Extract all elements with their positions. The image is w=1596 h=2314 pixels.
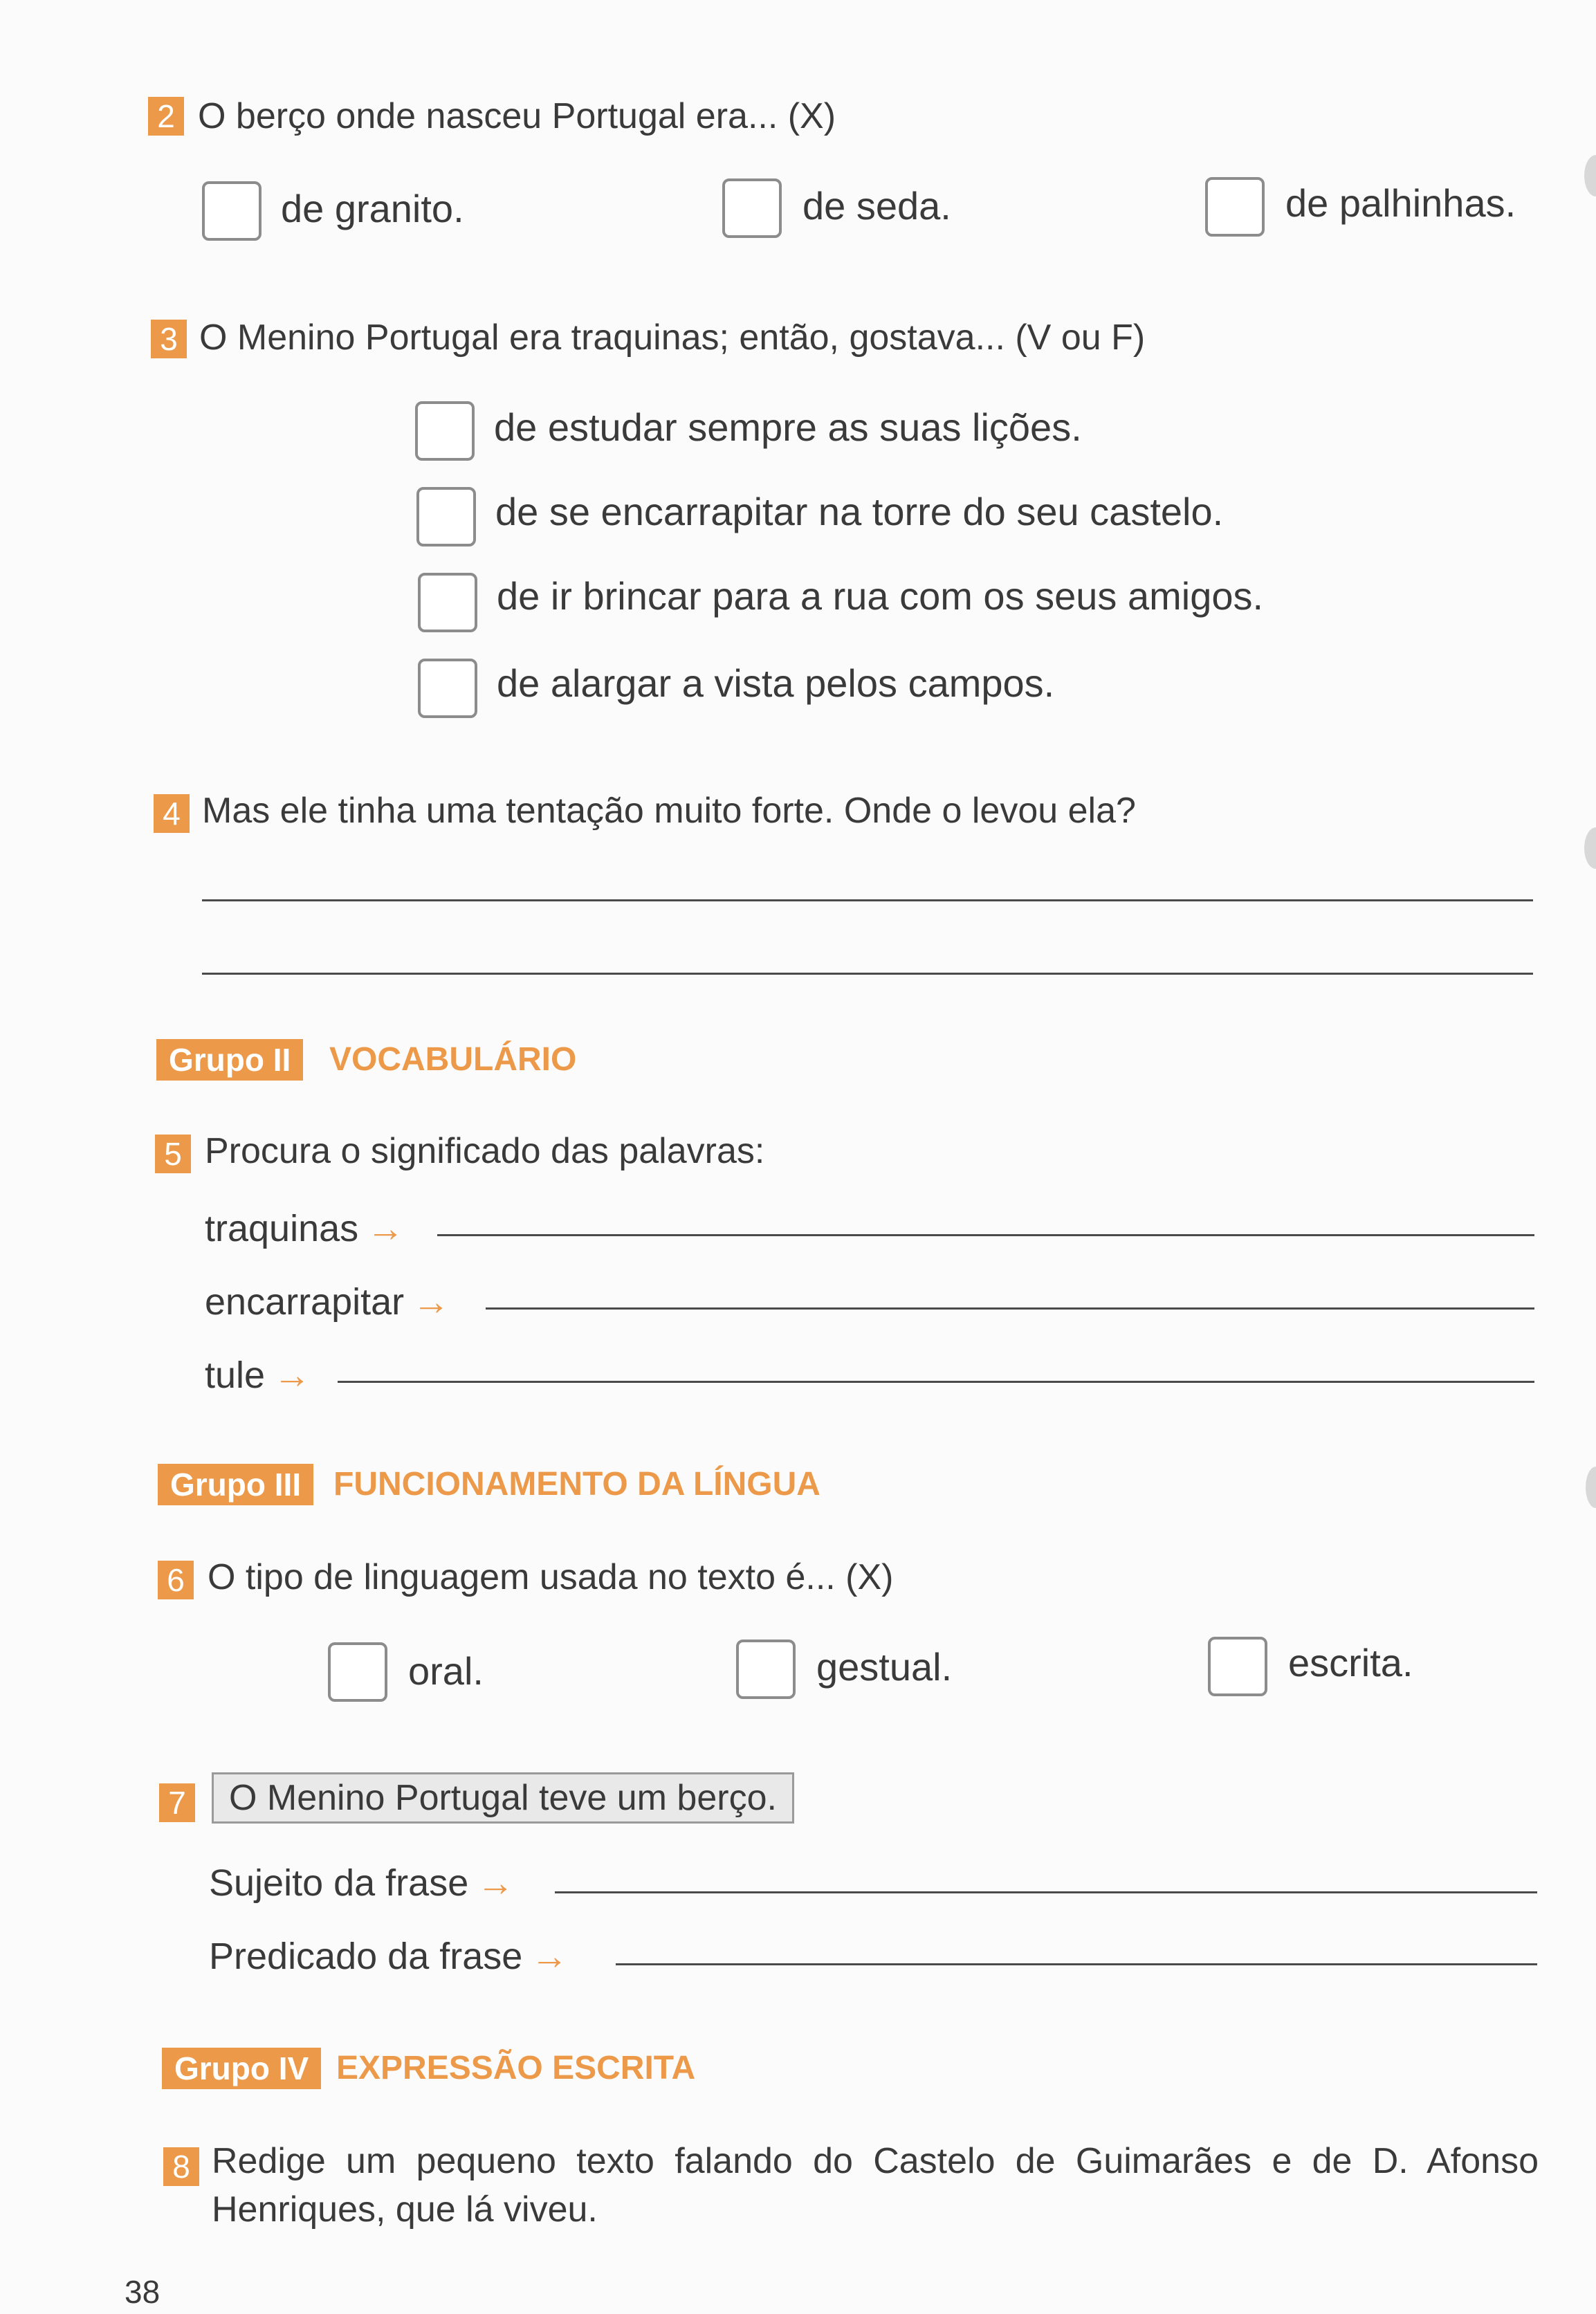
checkbox-oral[interactable] (328, 1642, 387, 1702)
checkbox-vf-3[interactable] (418, 573, 477, 632)
question-8-line-2: Henriques, que lá viveu. (212, 2189, 598, 2230)
arrow-icon: → (273, 1355, 311, 1396)
checkbox-vf-4[interactable] (418, 659, 477, 718)
question-6-text: O tipo de linguagem usada no texto é... (X) (208, 1557, 894, 1597)
statement-4: de alargar a vista pelos campos. (497, 661, 1055, 705)
sujeito-label: Sujeito da frase (209, 1862, 469, 1904)
page-number: 38 (125, 2274, 160, 2310)
question-2-text: O berço onde nasceu Portugal era... (X) (198, 96, 836, 136)
option-granito: de granito. (281, 187, 464, 230)
question-number-6: 6 (158, 1561, 194, 1599)
binding-hole (1584, 155, 1596, 196)
option-gestual: gestual. (816, 1645, 953, 1689)
checkbox-seda[interactable] (722, 178, 782, 238)
word-label: traquinas (205, 1208, 359, 1249)
question-number-8: 8 (163, 2147, 199, 2186)
arrow-icon: → (477, 1862, 515, 1904)
sentence-box: O Menino Portugal teve um berço. (212, 1772, 794, 1824)
answer-line-predicado[interactable] (616, 1963, 1537, 1965)
checkbox-vf-2[interactable] (416, 487, 476, 547)
group-2-tag: Grupo II (156, 1039, 303, 1081)
arrow-icon: → (531, 1936, 569, 1977)
checkbox-escrita[interactable] (1208, 1637, 1267, 1696)
group-3-title: FUNCIONAMENTO DA LÍNGUA (333, 1466, 820, 1503)
answer-line-traquinas[interactable] (437, 1234, 1534, 1236)
answer-line-sujeito[interactable] (555, 1891, 1537, 1893)
checkbox-palhinhas[interactable] (1205, 177, 1265, 237)
group-4-tag: Grupo IV (162, 2048, 321, 2089)
option-palhinhas: de palhinhas. (1285, 181, 1516, 225)
answer-line-1[interactable] (202, 899, 1533, 901)
binding-hole (1584, 827, 1596, 869)
arrow-icon: → (367, 1208, 405, 1249)
question-number-5: 5 (155, 1135, 191, 1173)
checkbox-granito[interactable] (202, 181, 262, 241)
arrow-icon: → (412, 1281, 450, 1323)
question-8-line-1: Redige um pequeno texto falando do Castelo de Guimarães e de D. Afonso (212, 2141, 1539, 2181)
predicado-label: Predicado da frase (209, 1936, 523, 1977)
statement-1: de estudar sempre as suas lições. (494, 405, 1082, 449)
binding-hole (1586, 1467, 1596, 1508)
question-3-text: O Menino Portugal era traquinas; então, gostava... (V ou F) (199, 318, 1146, 358)
question-5-text: Procura o significado das palavras: (205, 1131, 765, 1171)
answer-line-encarrapitar[interactable] (486, 1307, 1534, 1310)
label-predicado (209, 1934, 568, 1978)
option-seda: de seda. (802, 184, 951, 228)
label-sujeito (209, 1861, 514, 1905)
group-4-title: EXPRESSÃO ESCRITA (336, 2050, 696, 2086)
question-4-text: Mas ele tinha uma tentação muito forte. Onde o levou ela? (202, 791, 1136, 831)
word-label: encarrapitar (205, 1281, 405, 1323)
checkbox-gestual[interactable] (736, 1640, 796, 1699)
statement-3: de ir brincar para a rua com os seus amigos. (497, 574, 1264, 618)
question-number-2: 2 (148, 97, 184, 136)
word-encarrapitar (205, 1280, 450, 1324)
question-number-3: 3 (151, 320, 187, 358)
question-number-4: 4 (154, 794, 190, 833)
word-tule (205, 1353, 311, 1397)
checkbox-vf-1[interactable] (415, 401, 475, 461)
question-number-7: 7 (159, 1783, 195, 1822)
option-oral: oral. (408, 1649, 484, 1693)
group-3-tag: Grupo III (158, 1464, 313, 1505)
statement-2: de se encarrapitar na torre do seu castelo. (495, 490, 1224, 533)
answer-line-tule[interactable] (338, 1381, 1534, 1383)
word-traquinas (205, 1206, 404, 1251)
answer-line-2[interactable] (202, 973, 1533, 975)
group-2-title: VOCABULÁRIO (329, 1041, 577, 1078)
option-escrita: escrita. (1288, 1641, 1413, 1684)
word-label: tule (205, 1355, 266, 1396)
